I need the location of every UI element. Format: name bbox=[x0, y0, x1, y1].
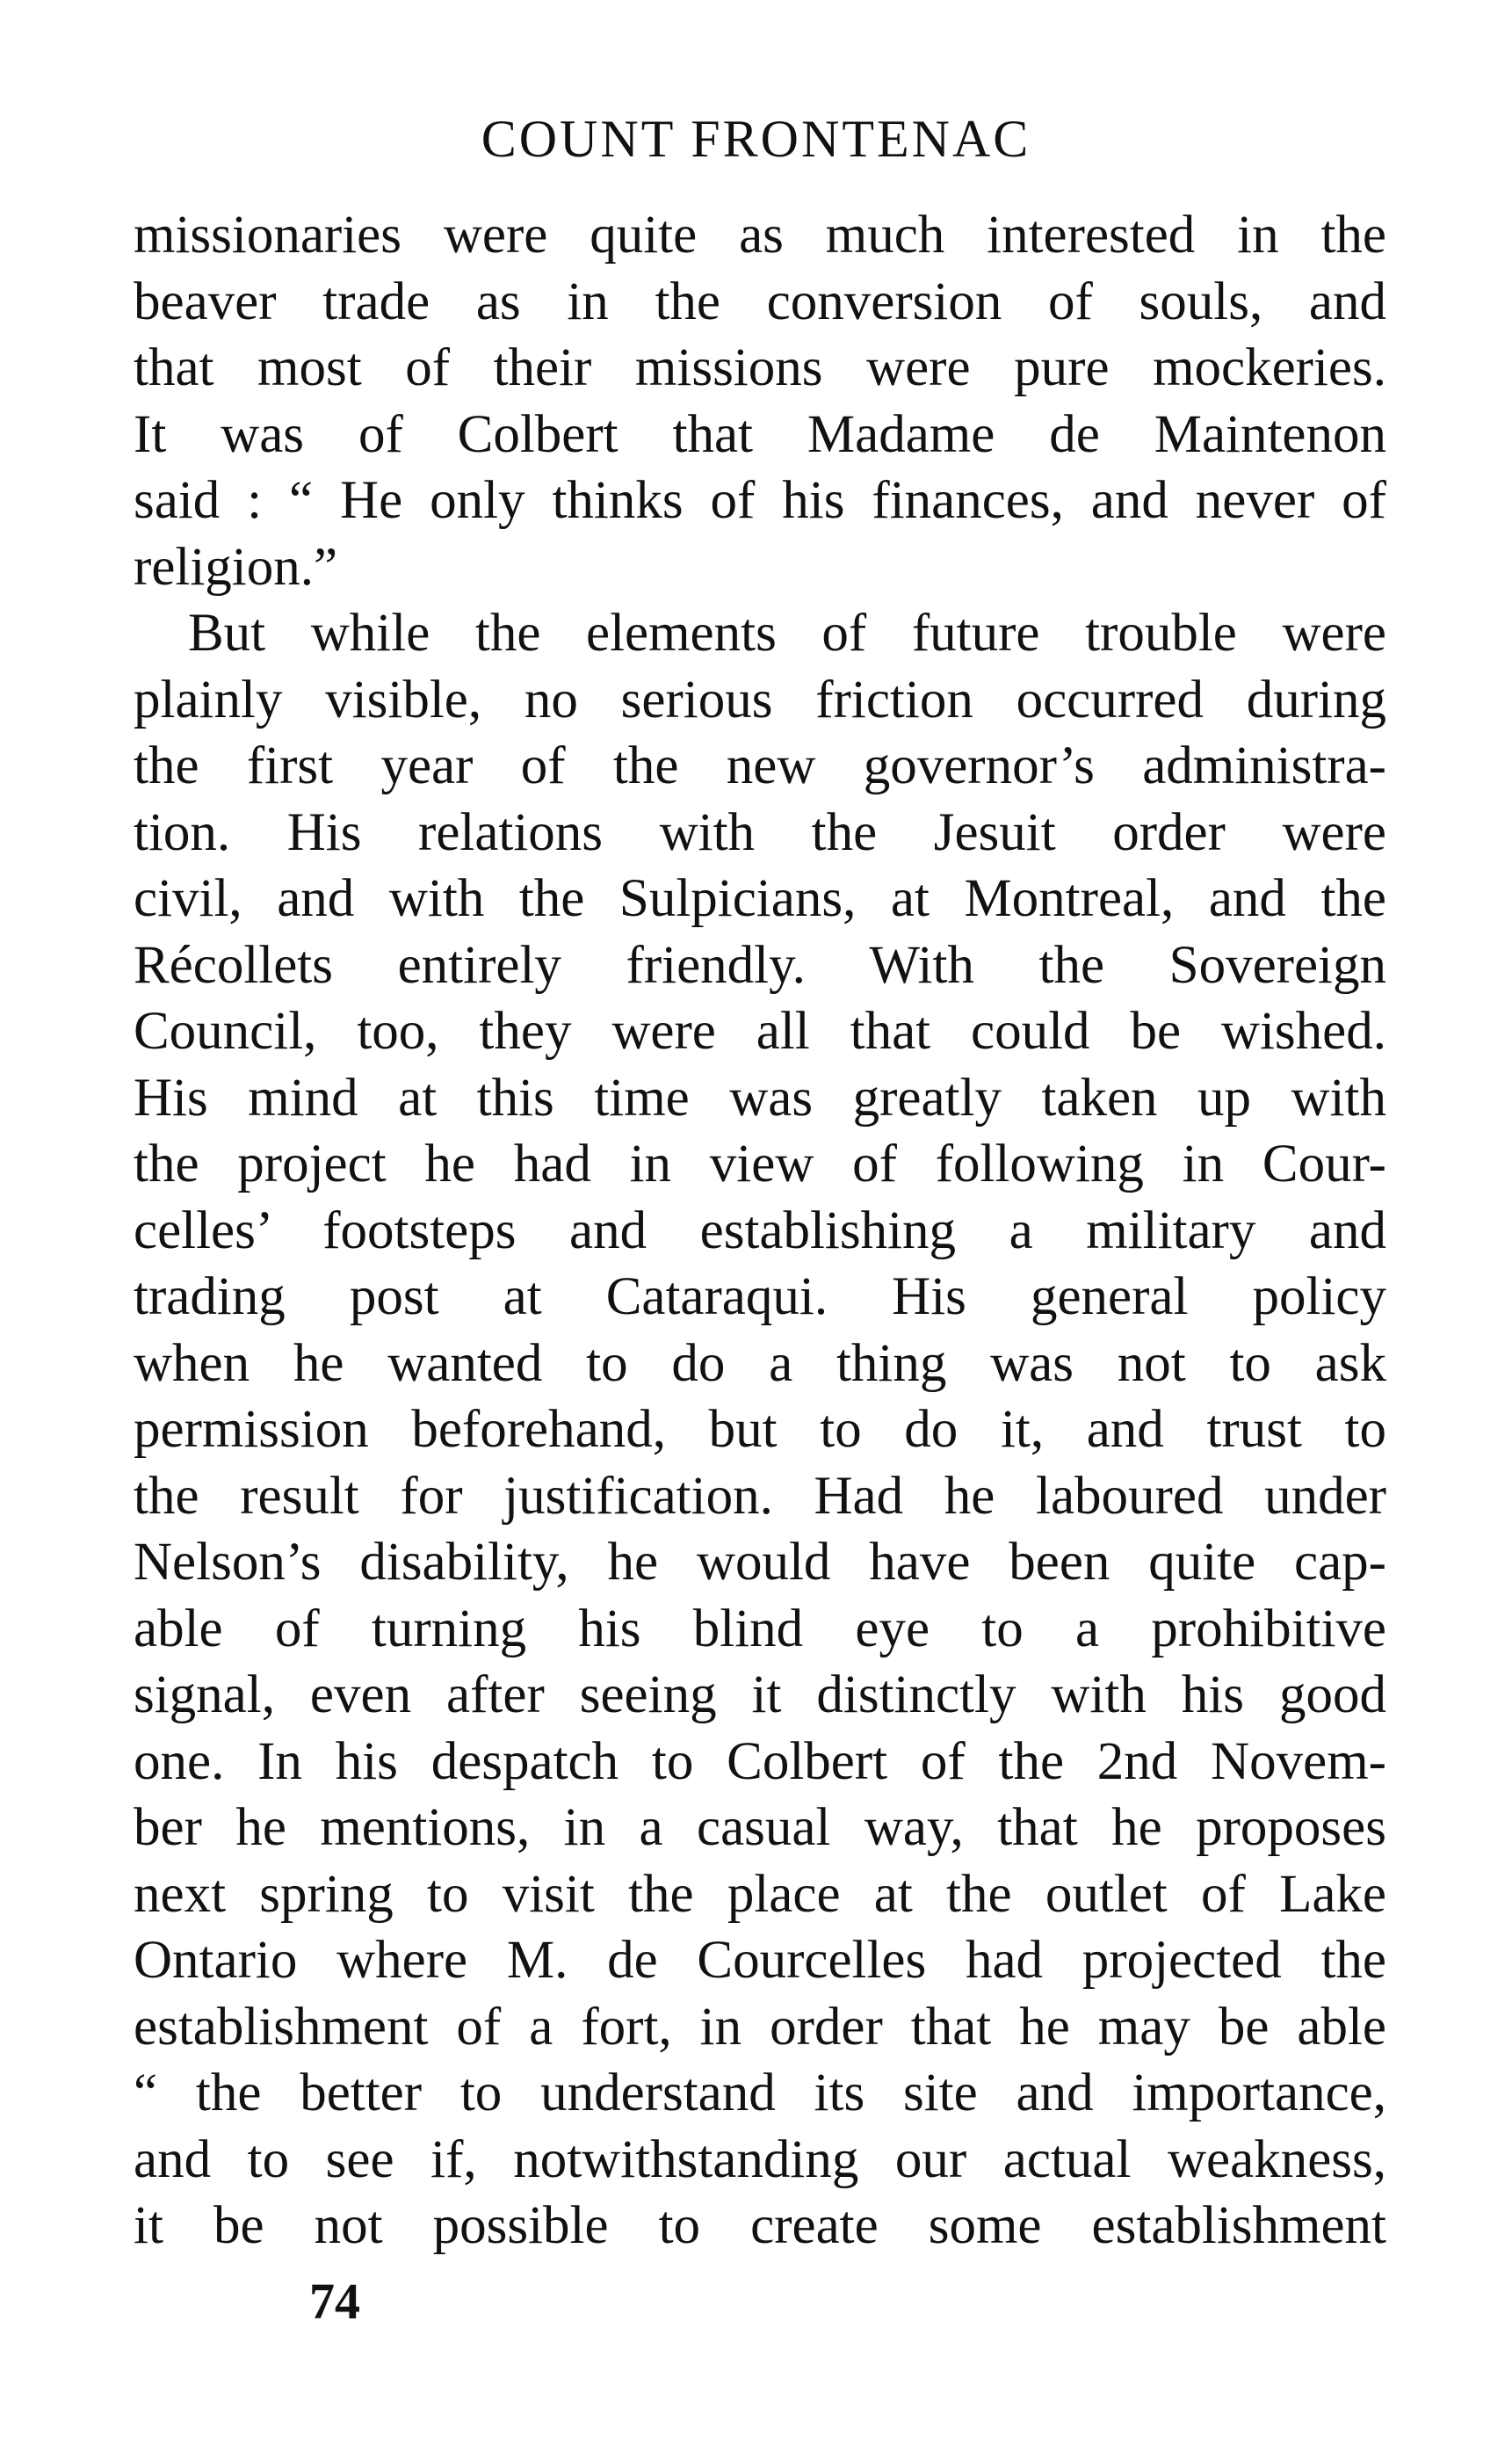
text-line: Récollets entirely friendly. With the Sovereign bbox=[134, 935, 1386, 995]
text-line: said : “ He only thinks of his finances, and never of bbox=[134, 471, 1386, 530]
text-line: religion.” bbox=[134, 537, 338, 597]
text-line: the first year of the new governor’s administra- bbox=[134, 736, 1386, 795]
text-line: it be not possible to create some establishment bbox=[134, 2196, 1386, 2255]
text-line: Nelson’s disability, he would have been quite cap- bbox=[134, 1533, 1386, 1592]
text-line: “ the better to understand its site and importance, bbox=[134, 2064, 1386, 2122]
text-line: one. In his despatch to Colbert of the 2nd Novem- bbox=[134, 1731, 1386, 1791]
text-line: signal, even after seeing it distinctly with his good bbox=[134, 1665, 1386, 1724]
running-head: COUNT FRONTENAC bbox=[481, 110, 1031, 168]
text-line: that most of their missions were pure mockeries. bbox=[134, 338, 1386, 397]
text-line: permission beforehand, but to do it, and trust to bbox=[134, 1400, 1386, 1459]
text-line: the result for justification. Had he laboured under bbox=[134, 1466, 1386, 1526]
text-line: plainly visible, no serious friction occurred during bbox=[134, 670, 1386, 729]
text-line: when he wanted to do a thing was not to ask bbox=[134, 1333, 1386, 1393]
text-line: trading post at Cataraqui. His general policy bbox=[134, 1267, 1386, 1326]
text-line: beaver trade as in the conversion of souls, and bbox=[134, 272, 1386, 331]
text-line: the project he had in view of following in Cour- bbox=[134, 1135, 1386, 1193]
page-number: 74 bbox=[309, 2273, 360, 2330]
text-line: celles’ footsteps and establishing a military and bbox=[134, 1200, 1386, 1260]
text-line: But while the elements of future trouble were bbox=[188, 604, 1386, 663]
text-line: ber he mentions, in a casual way, that he proposes bbox=[134, 1798, 1386, 1857]
text-line: next spring to visit the place at the outlet of Lake bbox=[134, 1864, 1386, 1924]
text-line: and to see if, notwithstanding our actual weakness, bbox=[134, 2129, 1386, 2189]
text-line: tion. His relations with the Jesuit order were bbox=[134, 802, 1386, 862]
text-line: Ontario where M. de Courcelles had projected the bbox=[134, 1931, 1386, 1990]
text-line: Council, too, they were all that could be wished. bbox=[134, 1002, 1386, 1061]
text-line: able of turning his blind eye to a prohibitive bbox=[134, 1599, 1386, 1658]
text-line: It was of Colbert that Madame de Maintenon bbox=[134, 404, 1386, 464]
text-line: missionaries were quite as much interested in the bbox=[134, 206, 1386, 265]
body-text bbox=[134, 202, 1386, 2260]
text-line: His mind at this time was greatly taken up with bbox=[134, 1068, 1386, 1128]
text-line: establishment of a fort, in order that he may be able bbox=[134, 1997, 1386, 2056]
text-line: civil, and with the Sulpicians, at Montreal, and the bbox=[134, 869, 1386, 928]
